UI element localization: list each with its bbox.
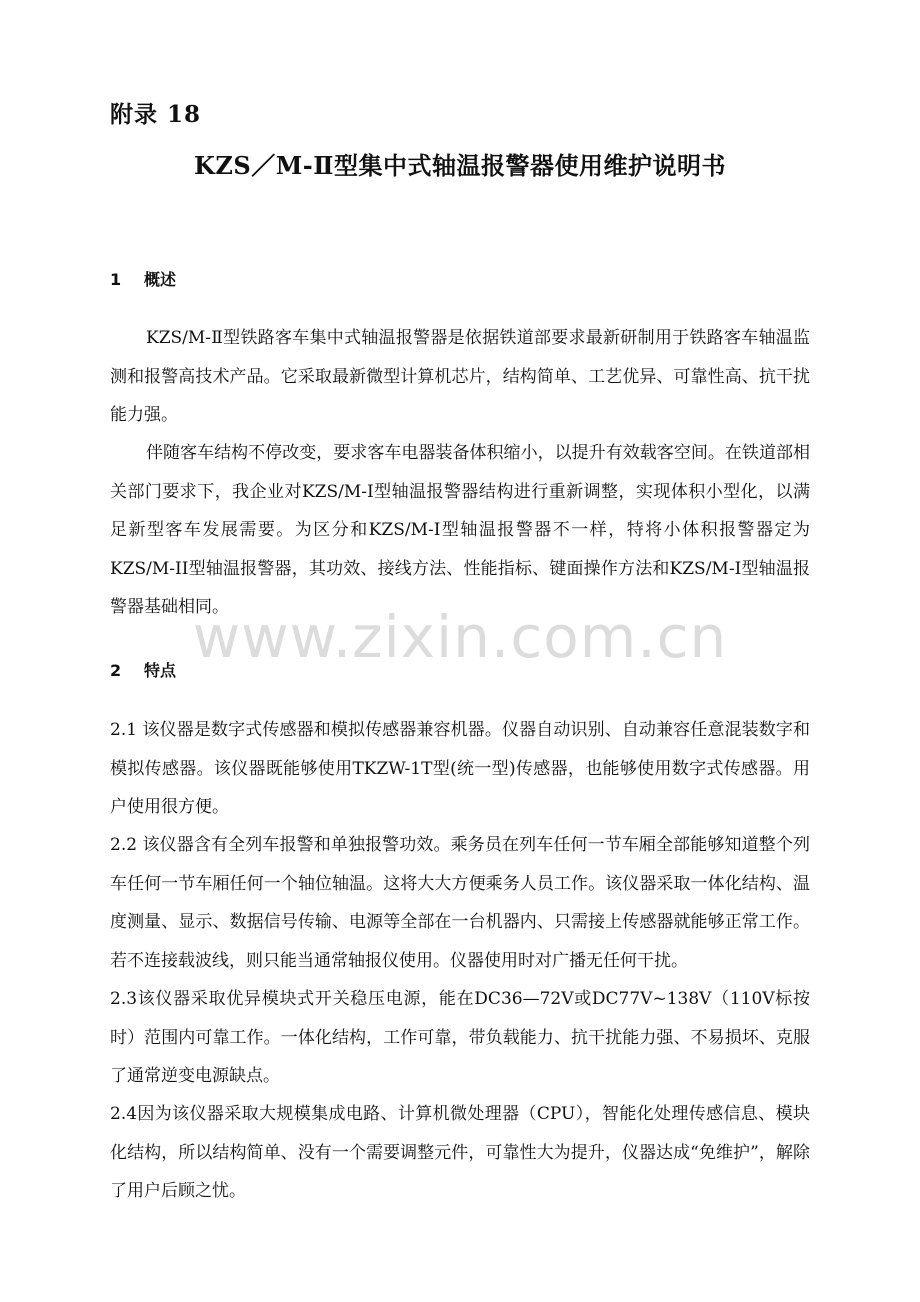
document-title: KZS／M-Ⅱ型集中式轴温报警器使用维护说明书 xyxy=(194,151,726,180)
section-title: 特点 xyxy=(144,661,177,680)
paragraph-overview-2: 伴随客车结构不停改变，要求客车电器装备体积缩小，以提升有效载客空间。在铁道部相关部门要求下，我企业对KZS/M-I型轴温报警器结构进行重新调整，实现体积小型化，以满足新型客车发展需要。为区分和KZS/M-I型轴温报警器不一样，特将小体积报警器定为KZS/M-II型轴温报警器，其功效、接线方法、性能指标、键面操作方法和KZS/M-I型轴温报警器基础相同。 xyxy=(110,443,810,617)
section-title: 概述 xyxy=(144,270,177,289)
section-number: 1 xyxy=(110,270,122,289)
paragraph-feature-2-2: 2.2 该仪器含有全列车报警和单独报警功效。乘务员在列车任何一节车厢全部能够知道整个列车任何一节车厢任何一个轴位轴温。这将大大方便乘务人员工作。该仪器采取一体化结构、温度测量、显示、数据信号传输、电源等全部在一台机器内、只需接上传感器就能够正常工作。若不连接载波线，则只能当通常轴报仪使用。仪器使用时对广播无任何干扰。 xyxy=(110,835,810,971)
paragraph-feature-2-4: 2.4因为该仪器采取大规模集成电路、计算机微处理器（CPU），智能化处理传感信息、模块化结构，所以结构简单、没有一个需要调整元件，可靠性大为提升，仪器达成“免维护”，解除了用户后顾之忧。 xyxy=(110,1104,810,1201)
paragraph-feature-2-3: 2.3该仪器采取优异模块式开关稳压电源，能在DC36—72V或DC77V~138V（110V标按时）范围内可靠工作。一体化结构，工作可靠，带负载能力、抗干扰能力强、不易损坏、克服了通常逆变电源缺点。 xyxy=(110,989,810,1086)
paragraph-overview-1: KZS/M-Ⅱ型铁路客车集中式轴温报警器是依据铁道部要求最新研制用于铁路客车轴温监测和报警高技术产品。它采取最新微型计算机芯片，结构简单、工艺优异、可靠性高、抗干扰能力强。 xyxy=(110,328,810,425)
paragraph-feature-2-1: 2.1 该仪器是数字式传感器和模拟传感器兼容机器。仪器自动识别、自动兼容任意混装数字和模拟传感器。该仪器既能够使用TKZW-1T型(统一型)传感器，也能够使用数字式传感器。用户使用很方便。 xyxy=(110,720,810,817)
section-heading-features xyxy=(110,658,176,681)
section-heading-overview xyxy=(110,267,176,290)
appendix-label: 附录 18 xyxy=(110,101,202,128)
watermark: www.zixin.com.cn xyxy=(192,603,728,671)
section-number: 2 xyxy=(110,661,122,680)
